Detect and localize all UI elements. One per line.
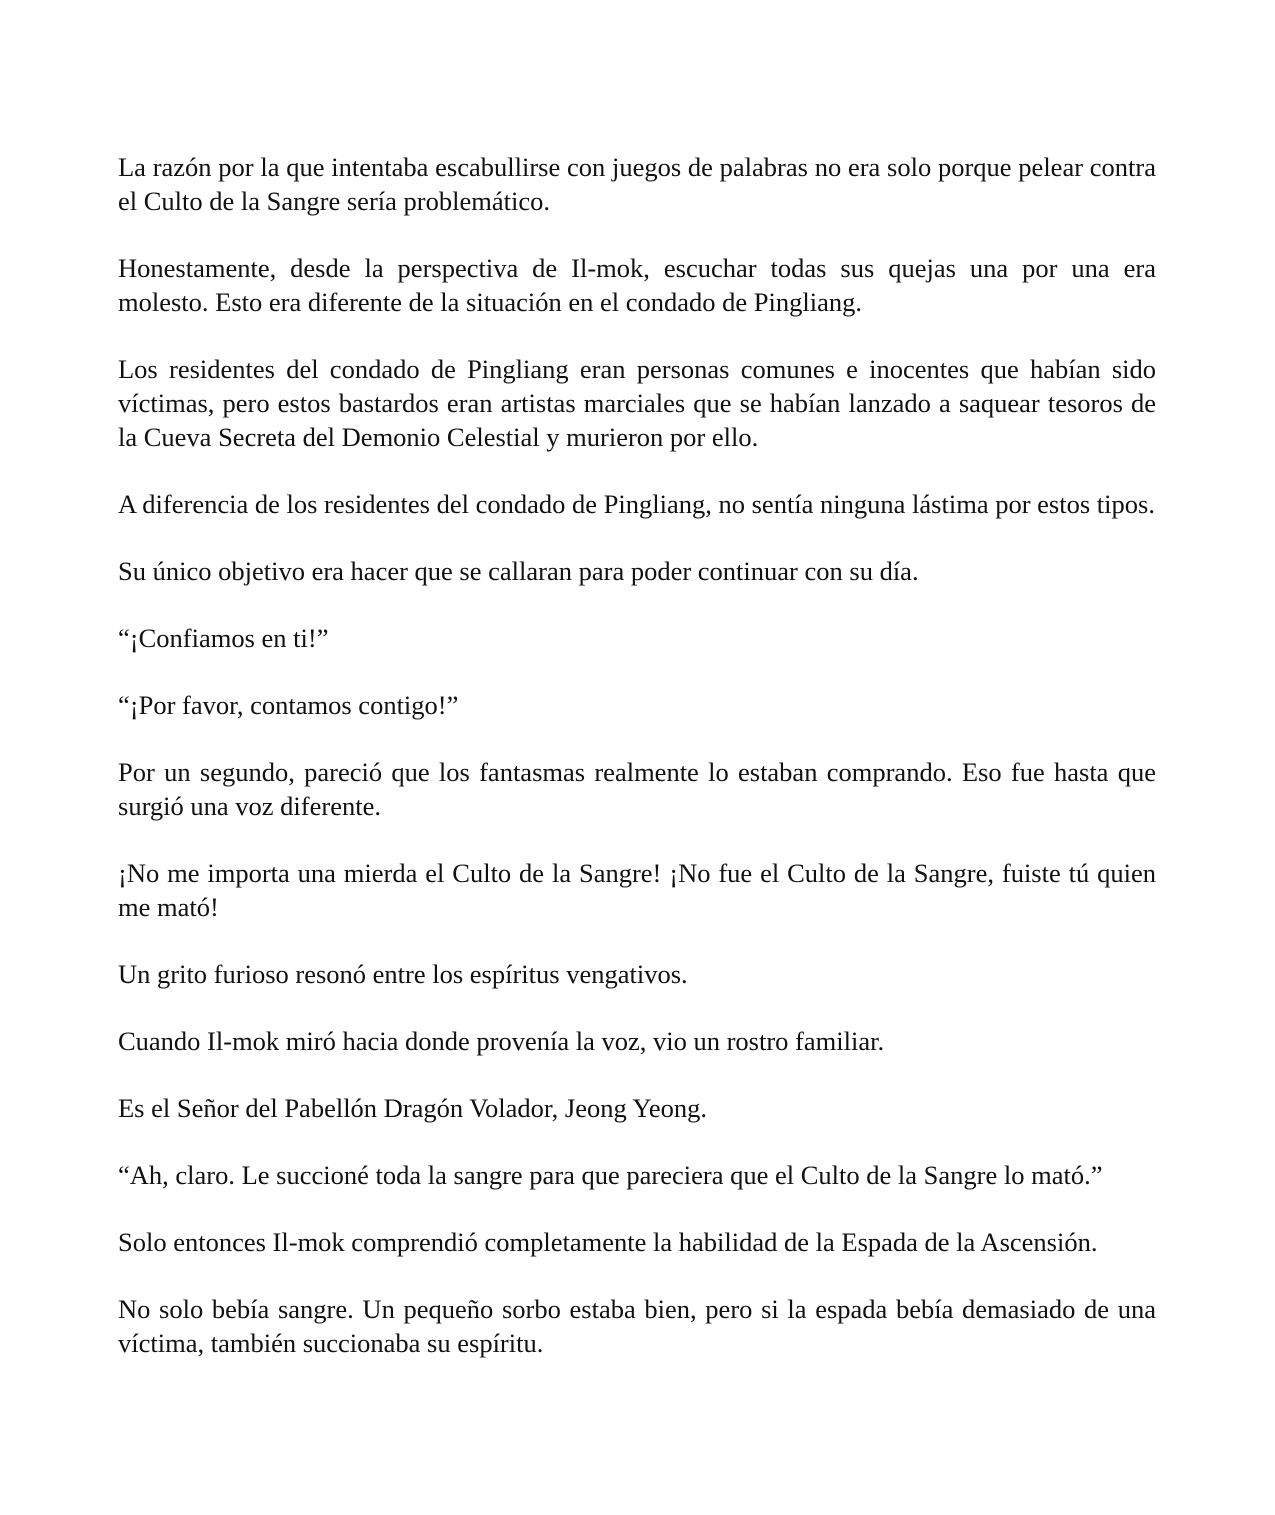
paragraph-14: Solo entonces Il-mok comprendió completamente la habilidad de la Espada de la Ascensión. (118, 1227, 1098, 1257)
paragraph-4: A diferencia de los residentes del condado de Pingliang, no sentía ninguna lástima por estos tipos. (118, 489, 1155, 519)
paragraph-13: “Ah, claro. Le succioné toda la sangre para que pareciera que el Culto de la Sangre lo mató.” (118, 1160, 1103, 1190)
paragraph-3: Los residentes del condado de Pingliang eran personas comunes e inocentes que habían sido víctimas, pero estos bastardos eran artistas marciales que se habían lanzado a saquear tesoros de la Cueva Secreta del Demonio Celestial y murieron por ello. (118, 354, 1156, 452)
paragraph-10: Un grito furioso resonó entre los espíritus vengativos. (118, 959, 688, 989)
paragraph-9: ¡No me importa una mierda el Culto de la Sangre! ¡No fue el Culto de la Sangre, fuiste tú quien me mató! (118, 858, 1156, 922)
paragraph-6: “¡Confiamos en ti!” (118, 623, 329, 653)
paragraph-8: Por un segundo, pareció que los fantasmas realmente lo estaban comprando. Eso fue hasta que surgió una voz diferente. (118, 757, 1156, 821)
paragraph-12: Es el Señor del Pabellón Dragón Volador, Jeong Yeong. (118, 1093, 708, 1123)
paragraph-2: Honestamente, desde la perspectiva de Il-mok, escuchar todas sus quejas una por una era molesto. Esto era diferente de la situación en el condado de Pingliang. (118, 253, 1156, 317)
paragraph-5: Su único objetivo era hacer que se callaran para poder continuar con su día. (118, 556, 919, 586)
document-page (118, 150, 1156, 1393)
paragraph-15: No solo bebía sangre. Un pequeño sorbo estaba bien, pero si la espada bebía demasiado de una víctima, también succionaba su espíritu. (118, 1294, 1156, 1358)
paragraph-7: “¡Por favor, contamos contigo!” (118, 690, 459, 720)
paragraph-11: Cuando Il-mok miró hacia donde provenía la voz, vio un rostro familiar. (118, 1026, 885, 1056)
paragraph-1: La razón por la que intentaba escabullirse con juegos de palabras no era solo porque pelear contra el Culto de la Sangre sería problemático. (118, 152, 1156, 216)
